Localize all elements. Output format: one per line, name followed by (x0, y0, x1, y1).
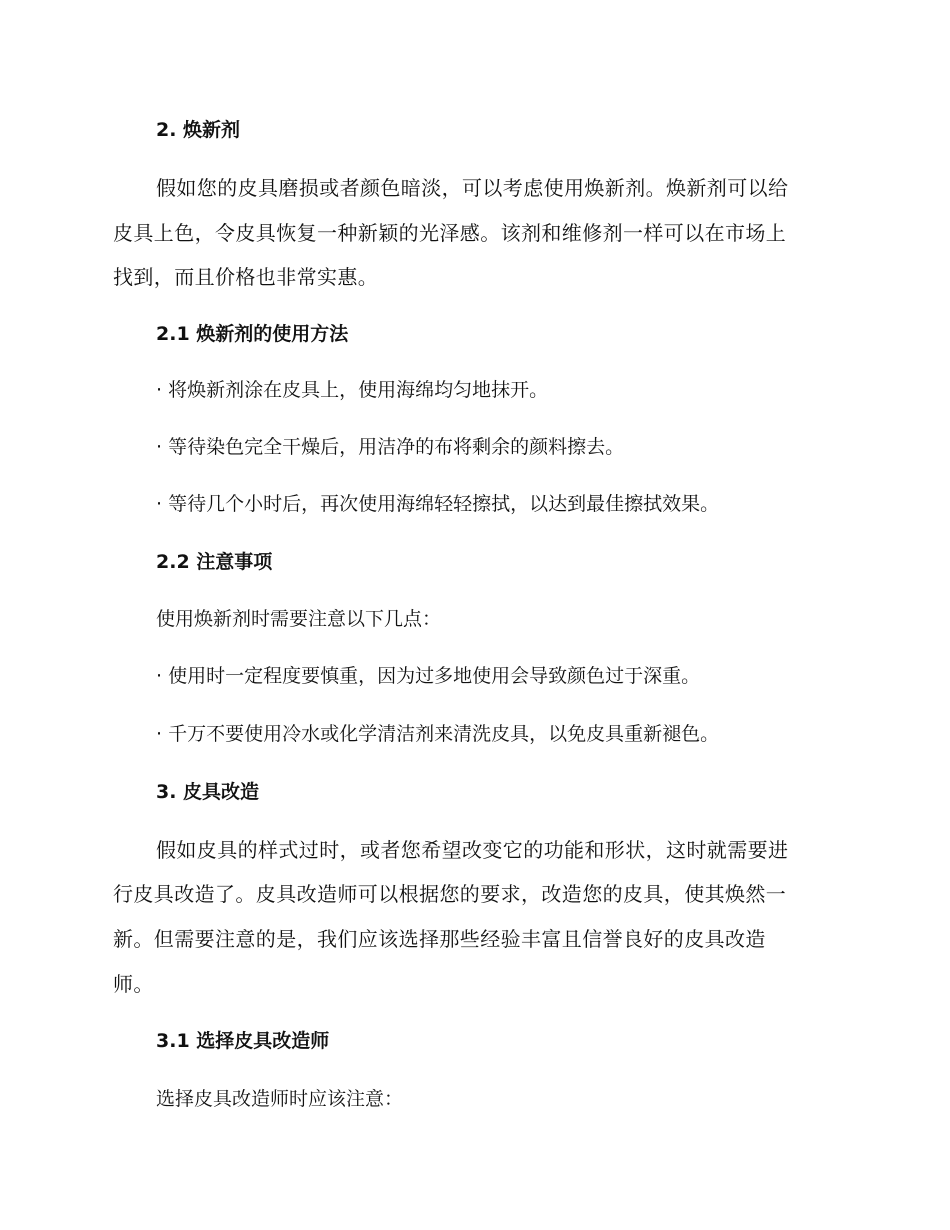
section-2-1-bullet-3: · 等待几个小时后，再次使用海绵轻轻擦拭，以达到最佳擦拭效果。 (156, 493, 720, 515)
section-2-paragraph-line-2: 皮具上色，令皮具恢复一种新颖的光泽感。该剂和维修剂一样可以在市场上 (113, 221, 787, 245)
section-3-paragraph-line-1: 假如皮具的样式过时，或者您希望改变它的功能和形状，这时就需要进 (156, 838, 789, 862)
section-2-paragraph-line-1: 假如您的皮具磨损或者颜色暗淡，可以考虑使用焕新剂。焕新剂可以给 (156, 176, 789, 200)
section-3-paragraph-line-4: 师。 (113, 972, 154, 996)
section-2-1-bullet-1: · 将焕新剂涂在皮具上，使用海绵均匀地抹开。 (156, 379, 549, 401)
section-3-paragraph-line-3: 新。但需要注意的是，我们应该选择那些经验丰富且信誉良好的皮具改造 (113, 927, 766, 951)
section-3-1-heading: 3.1 选择皮具改造师 (156, 1030, 330, 1052)
section-3-heading: 3. 皮具改造 (156, 781, 260, 803)
section-2-2-heading: 2.2 注意事项 (156, 551, 273, 573)
section-2-heading: 2. 焕新剂 (156, 119, 241, 141)
section-2-2-intro: 使用焕新剂时需要注意以下几点： (156, 608, 442, 630)
section-2-paragraph-line-3: 找到，而且价格也非常实惠。 (113, 265, 379, 289)
section-3-paragraph-line-2: 行皮具改造了。皮具改造师可以根据您的要求，改造您的皮具，使其焕然一 (113, 882, 787, 906)
section-2-1-heading: 2.1 焕新剂的使用方法 (156, 323, 349, 345)
section-2-2-bullet-2: · 千万不要使用冷水或化学清洁剂来清洗皮具，以免皮具重新褪色。 (156, 723, 720, 745)
section-2-1-bullet-2: · 等待染色完全干燥后，用洁净的布将剩余的颜料擦去。 (156, 436, 625, 458)
section-2-2-bullet-1: · 使用时一定程度要慎重，因为过多地使用会导致颜色过于深重。 (156, 665, 701, 687)
section-3-1-intro: 选择皮具改造师时应该注意： (156, 1088, 404, 1110)
